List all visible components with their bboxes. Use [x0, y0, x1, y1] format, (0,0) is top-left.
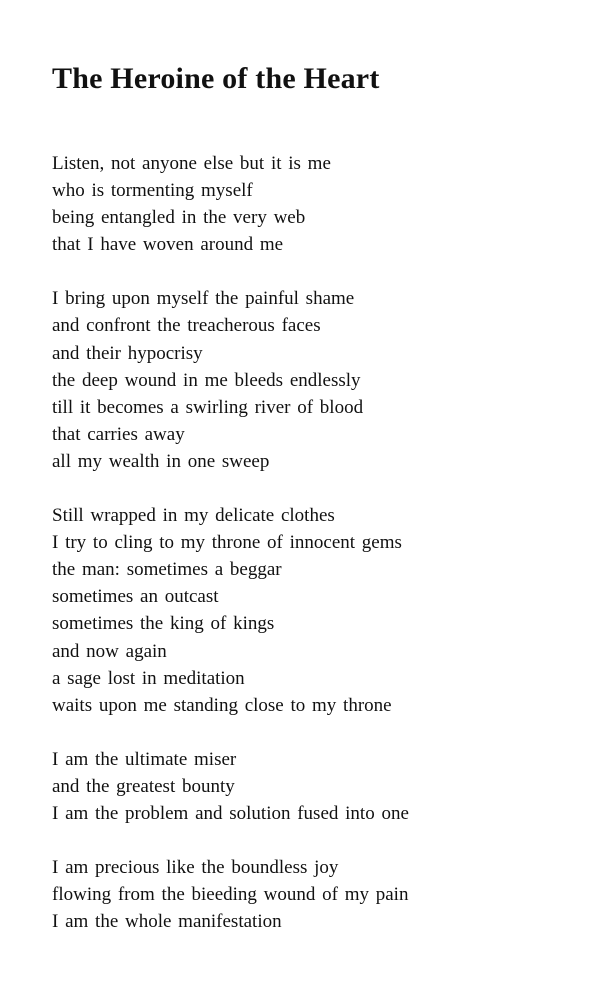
poem-line: Listen, not anyone else but it is me [52, 153, 331, 174]
stanza-3 [52, 502, 409, 719]
poem-line: who is tormenting myself [52, 180, 253, 202]
stanza-1 [52, 150, 409, 258]
poem-line: I am precious like the boundless joy [52, 857, 339, 879]
poem-title: The Heroine of the Heart [52, 62, 380, 95]
poem-line: Still wrapped in my delicate clothes [52, 505, 335, 527]
poem-line: and now again [52, 640, 167, 662]
stanza-2 [52, 285, 409, 475]
poem-line: that I have woven around me [52, 234, 284, 256]
poem-line: sometimes an outcast [52, 586, 219, 608]
poem-line: I am the whole manifestation [52, 911, 282, 933]
poem-body [52, 150, 409, 962]
poem-line: all my wealth in one sweep [52, 450, 270, 472]
poem-line: I try to cling to my throne of innocent gems [52, 532, 402, 554]
poem-line: till it becomes a swirling river of blood [52, 396, 364, 418]
poem-line: being entangled in the very web [52, 207, 306, 229]
poem-line: a sage lost in meditation [52, 667, 245, 689]
poem-line: I am the problem and solution fused into one [52, 802, 409, 824]
poem-line: waits upon me standing close to my throne [52, 694, 392, 716]
poem-line: I am the ultimate miser [52, 748, 237, 770]
poem-line: and confront the treacherous faces [52, 315, 321, 337]
poem-line: flowing from the bieeding wound of my pain [52, 884, 409, 906]
poem-line: that carries away [52, 423, 185, 445]
poem-line: I bring upon myself the painful shame [52, 288, 355, 310]
poem-line: sometimes the king of kings [52, 613, 275, 635]
poem-line: and their hypocrisy [52, 342, 203, 364]
stanza-4 [52, 746, 409, 827]
poem-line: the deep wound in me bleeds endlessly [52, 369, 361, 391]
stanza-5 [52, 854, 409, 935]
poem-line: the man: sometimes a beggar [52, 559, 282, 581]
poem-line: and the greatest bounty [52, 775, 235, 797]
